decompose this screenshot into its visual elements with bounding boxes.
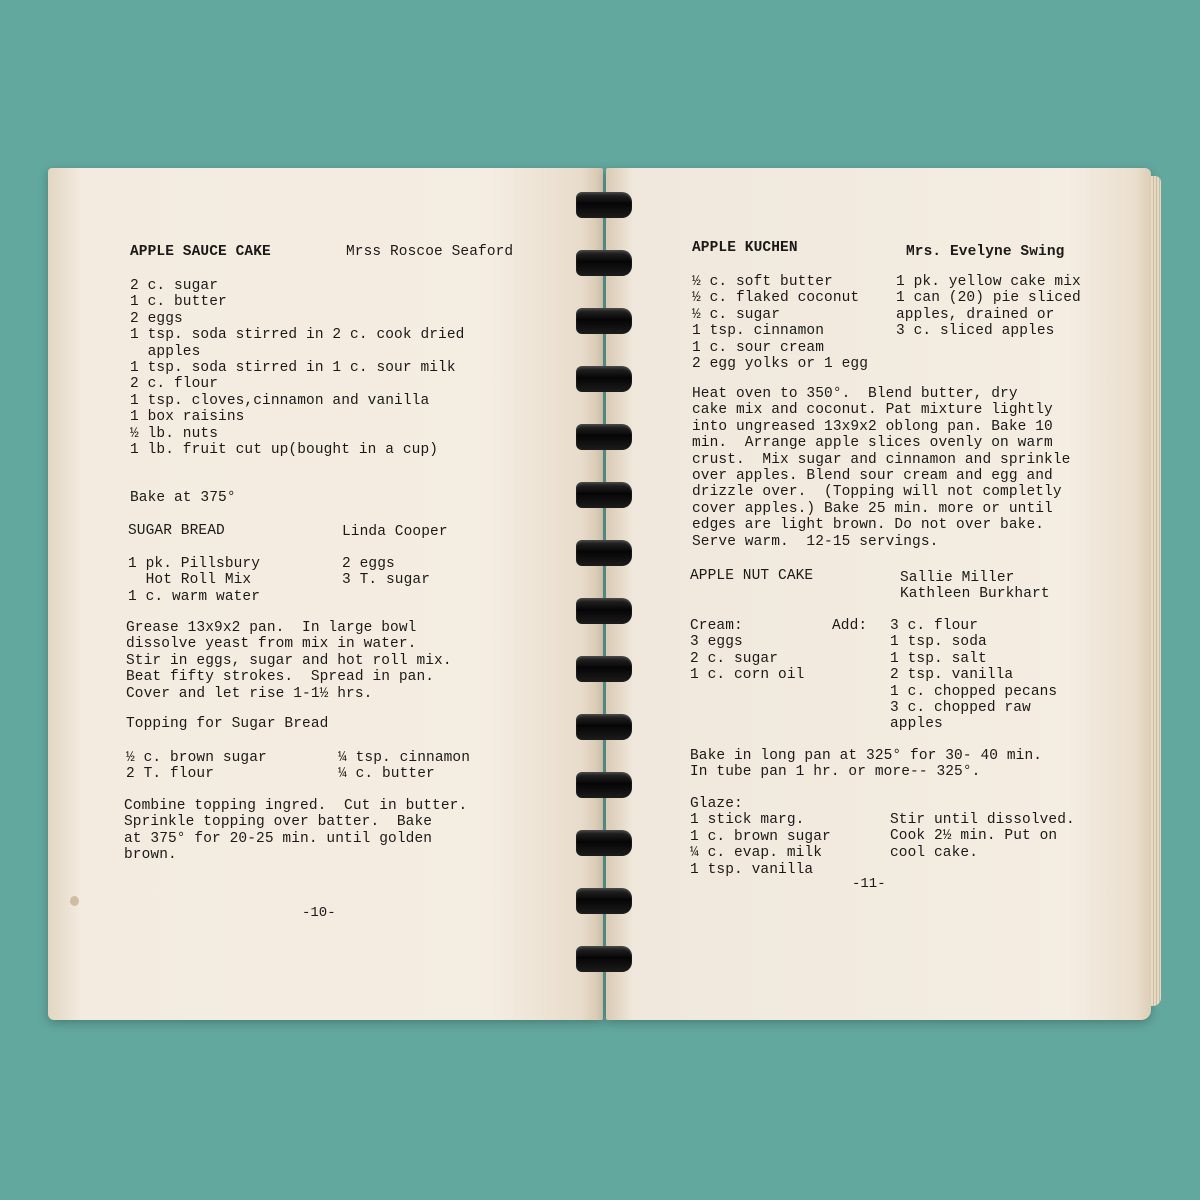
binding-ring: [576, 714, 632, 740]
topping-title: Topping for Sugar Bread: [126, 716, 329, 732]
open-cookbook: [48, 168, 1160, 1020]
sugar-bread-directions: Grease 13x9x2 pan. In large bowl dissolve yeast from mix in water. Stir in eggs, sugar and hot roll mix. Beat fifty strokes. Spread in pan. Cover and let rise 1-1½ hrs.: [126, 620, 452, 702]
apple-nut-cake-author-2: Kathleen Burkhart: [900, 586, 1050, 602]
apple-sauce-cake-title: APPLE SAUCE CAKE: [130, 244, 271, 260]
apple-nut-cake-ingredients-left: Cream: 3 eggs 2 c. sugar 1 c. corn oil: [690, 618, 805, 684]
binding-ring: [576, 250, 632, 276]
apple-nut-cake-add-label: Add:: [832, 618, 868, 634]
binding-ring: [576, 308, 632, 334]
binding-ring: [576, 656, 632, 682]
apple-kuchen-ingredients-left: ½ c. soft butter ½ c. flaked coconut ½ c. sugar 1 tsp. cinnamon 1 c. sour cream 2 egg yolks or 1 egg: [692, 274, 869, 373]
glaze-ingredients: Glaze: 1 stick marg. 1 c. brown sugar ¼ c. evap. milk 1 tsp. vanilla: [690, 796, 831, 878]
binding-ring: [576, 946, 632, 972]
apple-nut-cake-author-1: Sallie Miller: [900, 570, 1015, 586]
sugar-bread-author: Linda Cooper: [342, 524, 448, 540]
apple-kuchen-author: Mrs. Evelyne Swing: [906, 244, 1065, 260]
binding-ring: [576, 366, 632, 392]
binding-ring: [576, 598, 632, 624]
apple-nut-cake-bake: Bake in long pan at 325° for 30- 40 min. In tube pan 1 hr. or more-- 325°.: [690, 748, 1043, 781]
binding-ring: [576, 830, 632, 856]
page-number-left: -10-: [302, 905, 336, 921]
spiral-binding: [572, 186, 636, 1006]
topping-ingredients-right: ¼ tsp. cinnamon ¼ c. butter: [338, 750, 471, 783]
stain-mark: [70, 896, 79, 906]
right-page: [606, 168, 1151, 1020]
topping-ingredients-left: ½ c. brown sugar 2 T. flour: [126, 750, 267, 783]
binding-ring: [576, 424, 632, 450]
apple-kuchen-ingredients-right: 1 pk. yellow cake mix 1 can (20) pie sliced apples, drained or 3 c. sliced apples: [896, 274, 1081, 340]
binding-ring: [576, 192, 632, 218]
binding-ring: [576, 482, 632, 508]
apple-kuchen-directions: Heat oven to 350°. Blend butter, dry cake mix and coconut. Pat mixture lightly into ungreased 13x9x2 oblong pan. Bake 10 min. Arrange apple slices ovenly on warm crust. Mix sugar and cinnamon and sprinkle over apples. Blend sour cream and egg and drizzle over. (Topping will not completly cover apples.) Bake 25 min. more or until edges are light brown. Do not over bake. Serve warm. 12-15 servings.: [692, 386, 1071, 550]
apple-sauce-cake-bake: Bake at 375°: [130, 490, 236, 506]
sugar-bread-ingredients-right: 2 eggs 3 T. sugar: [342, 556, 431, 589]
apple-sauce-cake-author: Mrss Roscoe Seaford: [346, 244, 514, 260]
apple-nut-cake-ingredients-right: 3 c. flour 1 tsp. soda 1 tsp. salt 2 tsp. vanilla 1 c. chopped pecans 3 c. chopped raw apples: [890, 618, 1058, 733]
page-number-right: -11-: [852, 876, 886, 892]
sugar-bread-ingredients-left: 1 pk. Pillsbury Hot Roll Mix 1 c. warm water: [128, 556, 261, 605]
binding-ring: [576, 540, 632, 566]
sugar-bread-title: SUGAR BREAD: [128, 523, 225, 539]
topping-directions: Combine topping ingred. Cut in butter. Sprinkle topping over batter. Bake at 375° for 20-25 min. until golden brown.: [124, 798, 468, 864]
apple-sauce-cake-ingredients: 2 c. sugar 1 c. butter 2 eggs 1 tsp. soda stirred in 2 c. cook dried apples 1 tsp. soda stirred in 1 c. sour milk 2 c. flour 1 tsp. cloves,cinnamon and vanilla 1 box raisins ½ lb. nuts 1 lb. fruit cut up(bought in a cup): [130, 278, 465, 459]
binding-ring: [576, 772, 632, 798]
glaze-directions: Stir until dissolved. Cook 2½ min. Put on cool cake.: [890, 812, 1075, 861]
apple-kuchen-title: APPLE KUCHEN: [692, 240, 798, 256]
apple-nut-cake-title: APPLE NUT CAKE: [690, 568, 814, 584]
binding-ring: [576, 888, 632, 914]
left-page: [48, 168, 603, 1020]
